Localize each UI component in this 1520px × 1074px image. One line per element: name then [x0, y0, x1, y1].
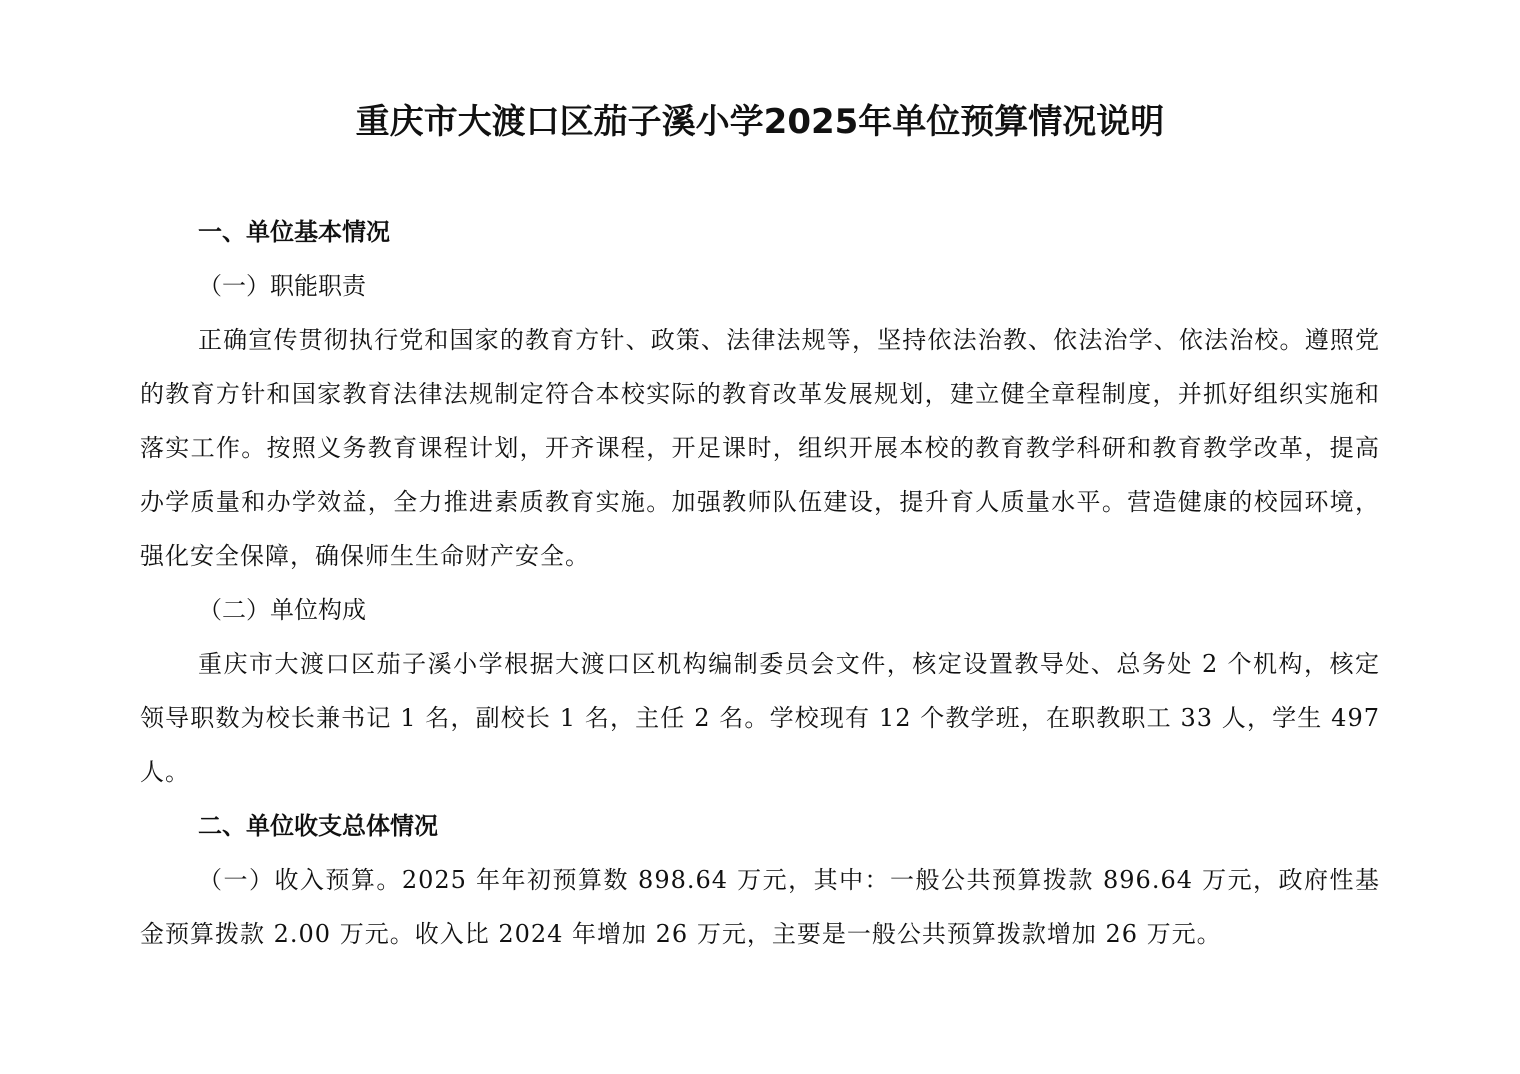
section-heading-budget-overview: 二、单位收支总体情况	[198, 812, 438, 840]
paragraph-composition: 重庆市大渡口区茄子溪小学根据大渡口区机构编制委员会文件，核定设置教导处、总务处 2 个机构，核定领导职数为校长兼书记 1 名，副校长 1 名，主任 2 名。学校现有 12 个教学班，在职教职工 33 人，学生 497 人。	[140, 650, 1380, 786]
subsection-heading-functions: （一）职能职责	[198, 272, 366, 300]
paragraph-income-budget	[140, 853, 1380, 961]
document-body	[140, 205, 1380, 961]
paragraph-functions: 正确宣传贯彻执行党和国家的教育方针、政策、法律法规等，坚持依法治教、依法治学、依法治校。遵照党的教育方针和国家教育法律法规制定符合本校实际的教育改革发展规划，建立健全章程制度，并抓好组织实施和落实工作。按照义务教育课程计划，开齐课程，开足课时，组织开展本校的教育教学科研和教育教学改革，提高办学质量和办学效益，全力推进素质教育实施。加强教师队伍建设，提升育人质量水平。营造健康的校园环境，强化安全保障，确保师生生命财产安全。	[140, 326, 1380, 570]
income-budget-lead: （一）收入预算。	[198, 866, 402, 894]
subsection-heading-composition: （二）单位构成	[198, 596, 366, 624]
section-heading-basic-info: 一、单位基本情况	[198, 218, 390, 246]
document-title: 重庆市大渡口区茄子溪小学2025年单位预算情况说明	[355, 102, 1165, 142]
income-budget-text: 2025 年年初预算数 898.64 万元，其中：一般公共预算拨款 896.64 万元，政府性基金预算拨款 2.00 万元。收入比 2024 年增加 26 万元，主要是一般公共预算拨款增加 26 万元。	[140, 866, 1380, 948]
